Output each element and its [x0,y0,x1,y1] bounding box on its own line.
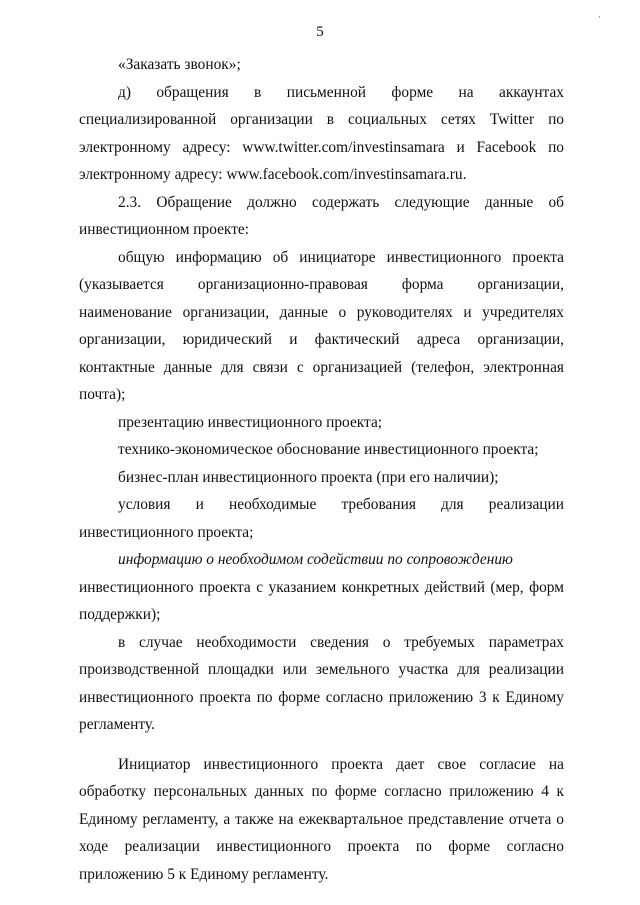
paragraph-feasibility: технико-экономическое обоснование инвестиционного проекта; [118,441,539,458]
document-body [79,51,564,888]
paragraph-initiator-info: общую информацию об инициаторе инвестиционного проекта (указывается организационно-правовая форма организации, наименование организации, данные о руководителях и учредителях организации, юридический и фактический адреса организации, контактные данные для связи с организацией (телефон, электронная почта); [79,248,564,403]
paragraph-site-parameters: в случае необходимости сведения о требуемых параметрах производственной площадки или земельного участка для реализации инвестиционного проекта по форме согласно приложению 3 к Единому регламенту. [79,633,564,733]
page-number: 5 [316,24,324,40]
paragraph-requirements: условия и необходимые требования для реализации инвестиционного проекта; [79,496,564,541]
paragraph-section-2-3: 2.3. Обращение должно содержать следующие данные об инвестиционном проекте: [79,193,564,238]
paragraph-presentation: презентацию инвестиционного проекта; [118,413,383,431]
paragraph-assistance-italic: информацию о необходимом содействии по сопровождению [118,551,513,568]
paragraph-social-networks: д) обращения в письменной форме на аккаунтах специализированной организации в социальных сетях Twitter по электронному адресу: www.twitter.com/investinsamara и Facebook по электронному адресу: www.facebook.com/investinsamara.ru. [79,83,564,183]
paragraph-consent: Инициатор инвестиционного проекта дает свое согласие на обработку персональных данных по форме согласно приложению 4 к Единому регламенту, а также на ежеквартальное представление отчета о ходе реализации инвестиционного проекта по форме согласно приложению 5 к Единому регламенту. [79,755,564,883]
paragraph-order-call: «Заказать звонок»; [118,56,241,73]
scan-mark: · [598,12,601,22]
paragraph-assistance-continued: инвестиционного проекта с указанием конкретных действий (мер, форм поддержки); [79,578,564,623]
paragraph-business-plan: бизнес-план инвестиционного проекта (при его наличии); [118,468,499,486]
